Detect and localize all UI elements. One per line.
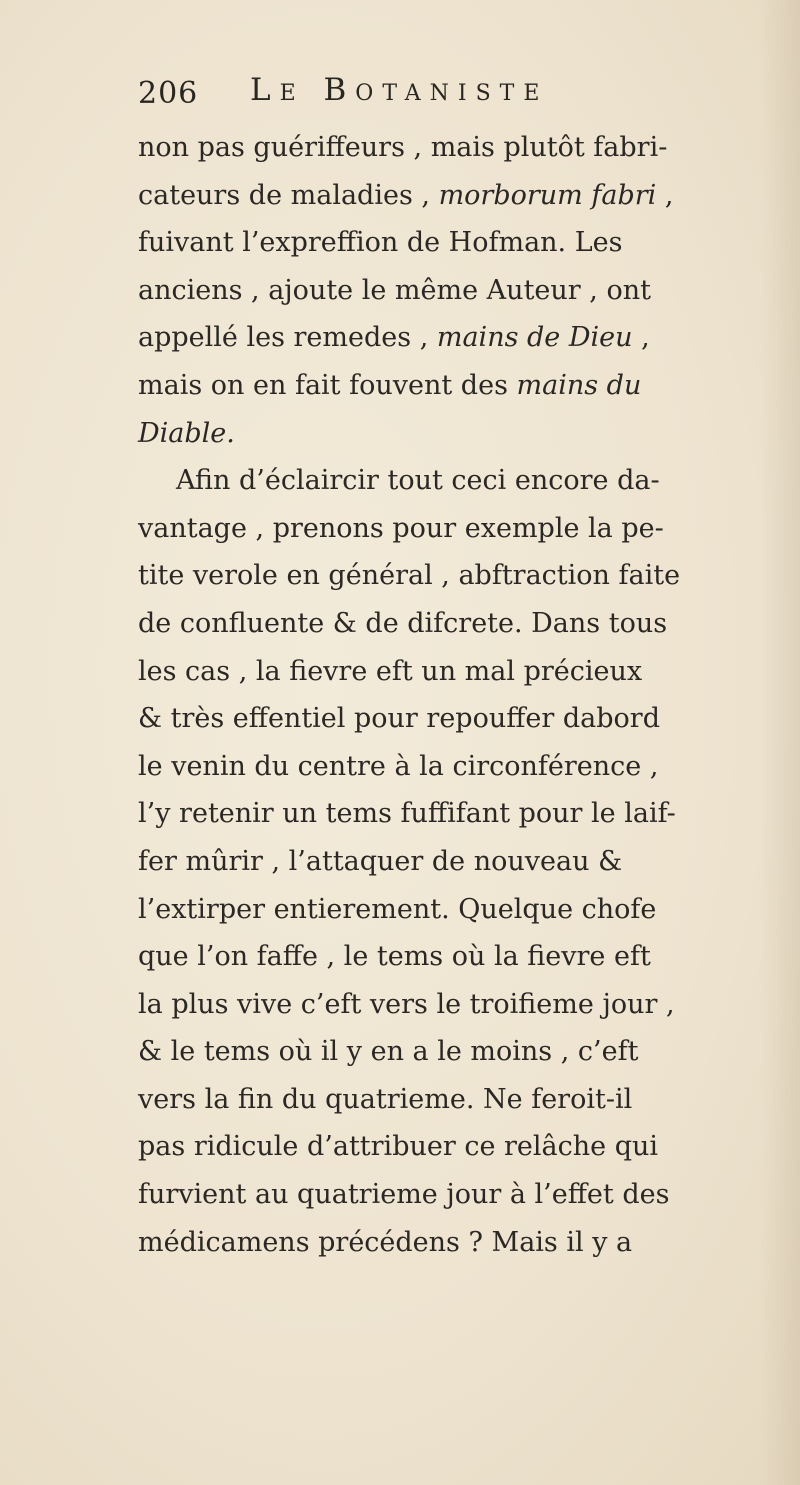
text-line: [138, 172, 778, 220]
text-line: [138, 410, 778, 458]
text-line: [138, 600, 778, 648]
text-segment: fuivant l’expreffion de Hofman. Les: [138, 227, 623, 259]
text-segment: & le tems où il y en a le moins , c’eft: [138, 1036, 639, 1068]
text-line: [138, 695, 778, 743]
text-segment: Afin d’éclaircir tout ceci encore da-: [176, 465, 660, 497]
text-line: [138, 838, 778, 886]
body-text: [138, 124, 778, 1266]
text-line: [138, 362, 778, 410]
text-line: [138, 886, 778, 934]
running-title: Le Botaniste: [250, 72, 549, 108]
text-segment: pas ridicule d’attribuer ce relâche qui: [138, 1131, 659, 1163]
text-segment: ,: [656, 179, 674, 211]
page-header: [138, 72, 658, 116]
text-line: [138, 267, 778, 315]
page-number: 206: [138, 76, 199, 111]
text-line: [138, 314, 778, 362]
text-line: [138, 1076, 778, 1124]
text-line: [138, 1123, 778, 1171]
text-segment: de confluente & de difcrete. Dans tous: [138, 607, 668, 639]
text-segment: les cas , la fievre eft un mal précieux: [138, 655, 643, 687]
text-segment: le venin du centre à la circonférence ,: [138, 750, 659, 782]
text-segment: cateurs de maladies ,: [138, 179, 439, 211]
italic-text: mains de Dieu: [436, 322, 633, 354]
text-segment: que l’on faffe , le tems où la fievre eft: [138, 941, 651, 973]
text-segment: ,: [632, 322, 650, 354]
text-segment: la plus vive c’eft vers le troifieme jour ,: [138, 988, 675, 1020]
text-line: [138, 648, 778, 696]
text-segment: anciens , ajoute le même Auteur , ont: [138, 274, 651, 306]
text-segment: vantage , prenons pour exemple la pe-: [138, 512, 664, 544]
text-line: [138, 1171, 778, 1219]
text-segment: vers la fin du quatrieme. Ne feroit-il: [138, 1083, 633, 1115]
text-segment: & très effentiel pour repouffer dabord: [138, 703, 660, 735]
text-segment: appellé les remedes ,: [138, 322, 437, 354]
text-segment: mais on en fait fouvent des: [138, 369, 517, 401]
text-segment: furvient au quatrieme jour à l’effet des: [138, 1179, 670, 1211]
text-line: [138, 457, 778, 505]
text-line: [138, 505, 778, 553]
text-segment: l’extirper entierement. Quelque chofe: [138, 893, 657, 925]
text-line: [138, 981, 778, 1029]
text-segment: l’y retenir un tems fuffifant pour le laif-: [138, 798, 676, 830]
text-line: [138, 933, 778, 981]
text-line: [138, 1219, 778, 1267]
text-line: [138, 790, 778, 838]
text-segment: médicamens précédens ? Mais il y a: [138, 1226, 633, 1258]
text-segment: tite verole en général , abftraction faite: [138, 560, 681, 592]
text-segment: fer mûrir , l’attaquer de nouveau &: [138, 845, 623, 877]
text-line: [138, 219, 778, 267]
text-line: [138, 552, 778, 600]
text-segment: non pas guériffeurs , mais plutôt fabri-: [138, 132, 668, 163]
text-line: [138, 1028, 778, 1076]
text-line: [138, 743, 778, 791]
italic-text: morborum fabri: [438, 179, 657, 211]
italic-text: Diable.: [138, 417, 235, 449]
italic-text: mains du: [516, 369, 642, 401]
text-line: [138, 124, 778, 172]
